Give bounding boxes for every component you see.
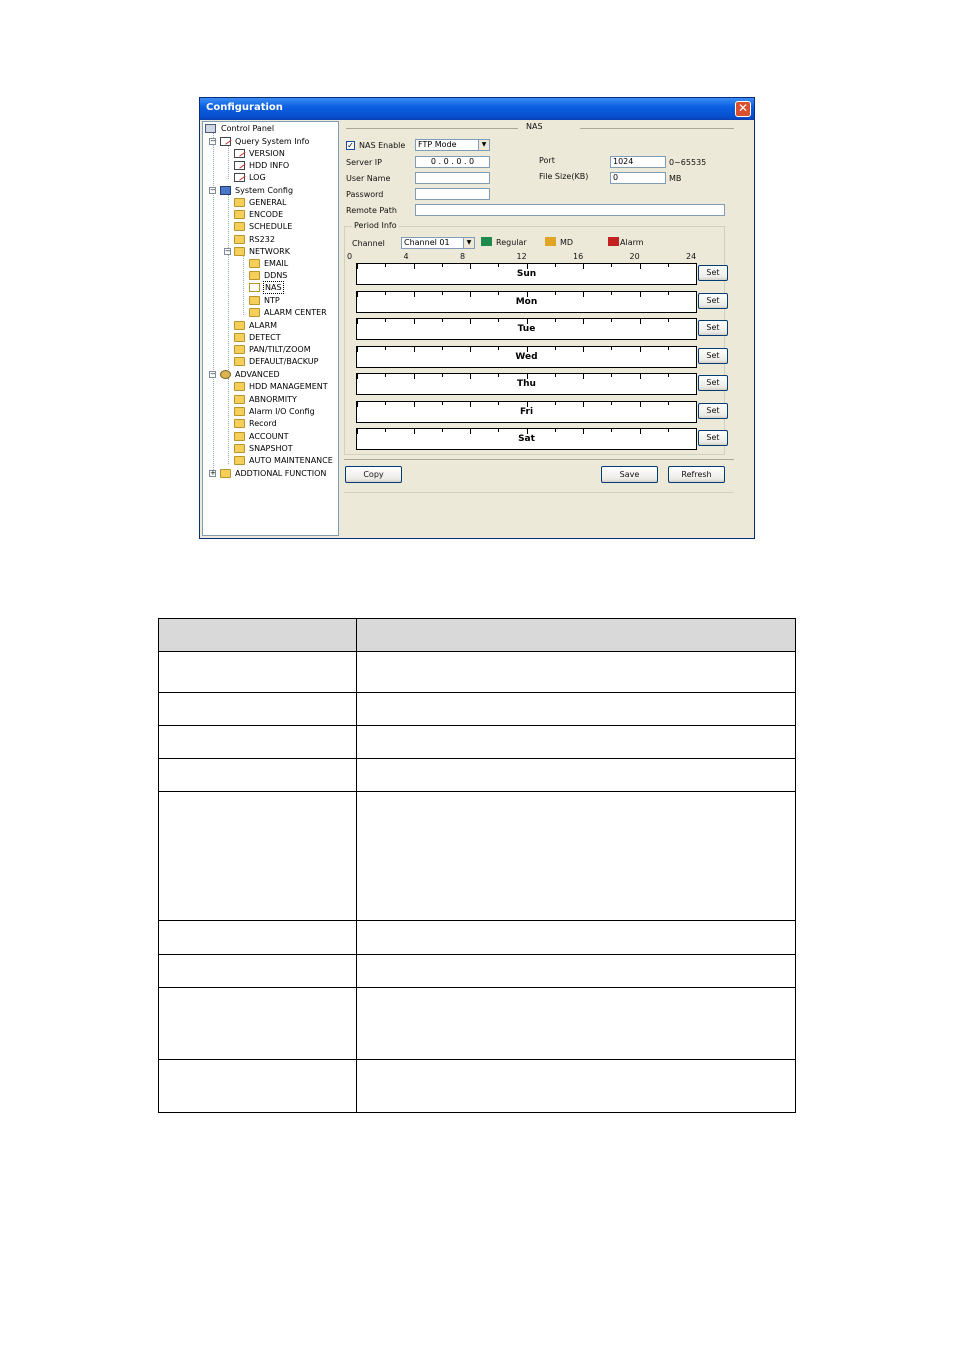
set-button[interactable]: Set bbox=[698, 265, 728, 281]
table-row bbox=[159, 652, 796, 693]
remote-path-label: Remote Path bbox=[346, 206, 397, 215]
hour-tick bbox=[696, 402, 697, 407]
day-schedule-bar[interactable] bbox=[356, 373, 697, 395]
document-icon bbox=[220, 137, 231, 146]
hour-tick bbox=[696, 292, 697, 297]
folder-icon bbox=[234, 357, 245, 366]
channel-select[interactable] bbox=[401, 237, 475, 249]
day-label: Mon bbox=[515, 296, 538, 307]
tree-line bbox=[228, 144, 229, 179]
hour-tick bbox=[555, 374, 556, 377]
hour-tick bbox=[611, 319, 612, 322]
table-cell bbox=[159, 921, 357, 955]
hour-tick bbox=[696, 429, 697, 434]
day-schedule-bar[interactable] bbox=[356, 263, 697, 285]
hour-tick bbox=[611, 374, 612, 377]
hour-label: 16 bbox=[573, 252, 584, 261]
nas-panel bbox=[340, 121, 754, 538]
folder-icon bbox=[234, 432, 245, 441]
hour-tick bbox=[555, 429, 556, 432]
hour-tick bbox=[696, 347, 697, 352]
day-label: Tue bbox=[517, 324, 536, 334]
hour-tick bbox=[668, 402, 669, 405]
hour-tick bbox=[442, 402, 443, 405]
tools-icon bbox=[220, 186, 231, 195]
day-schedule-bar[interactable] bbox=[356, 291, 697, 313]
table-row bbox=[159, 792, 796, 921]
hour-tick bbox=[611, 292, 612, 295]
legend-alarm-swatch bbox=[608, 237, 619, 246]
collapse-icon[interactable]: − bbox=[210, 137, 216, 145]
file-size-unit: MB bbox=[669, 174, 682, 183]
table-cell bbox=[357, 652, 796, 693]
channel-value: Channel 01 bbox=[404, 238, 450, 247]
table-cell bbox=[159, 726, 357, 759]
hour-tick bbox=[696, 264, 697, 269]
server-ip-label: Server IP bbox=[346, 158, 382, 167]
hour-tick bbox=[498, 292, 499, 295]
hour-label: 4 bbox=[403, 252, 409, 261]
divider bbox=[344, 459, 734, 460]
folder-icon bbox=[234, 444, 245, 453]
set-button[interactable]: Set bbox=[698, 430, 728, 446]
hour-tick bbox=[498, 429, 499, 432]
section-title: NAS bbox=[526, 122, 543, 131]
collapse-icon[interactable]: − bbox=[210, 186, 216, 194]
table-cell bbox=[159, 693, 357, 726]
legend-md-swatch bbox=[545, 237, 556, 246]
day-schedule-bar[interactable] bbox=[356, 318, 697, 340]
mode-select[interactable] bbox=[415, 139, 490, 151]
folder-icon bbox=[249, 308, 260, 317]
hour-label: 24 bbox=[686, 252, 697, 261]
legend-regular-label: Regular bbox=[496, 238, 527, 247]
hour-tick bbox=[385, 292, 386, 295]
table-cell bbox=[357, 726, 796, 759]
port-label: Port bbox=[539, 156, 555, 165]
window-title: Configuration bbox=[206, 102, 283, 113]
set-button[interactable]: Set bbox=[698, 320, 728, 336]
hour-tick bbox=[611, 264, 612, 267]
dropdown-arrow-icon[interactable]: ▼ bbox=[478, 140, 489, 150]
day-label: Wed bbox=[515, 351, 538, 362]
mode-value: FTP Mode bbox=[418, 140, 457, 149]
table-header-row bbox=[159, 619, 796, 652]
user-name-field[interactable] bbox=[415, 172, 490, 184]
file-size-field[interactable]: 0 bbox=[610, 172, 666, 184]
user-name-label: User Name bbox=[346, 174, 391, 183]
hour-tick bbox=[696, 374, 697, 379]
parameter-table bbox=[158, 618, 796, 1113]
legend-md-label: MD bbox=[560, 238, 574, 247]
hour-tick bbox=[555, 402, 556, 405]
table-cell bbox=[159, 955, 357, 988]
table-cell bbox=[357, 619, 796, 652]
hour-label: 20 bbox=[629, 252, 640, 261]
day-label: Sun bbox=[516, 269, 537, 279]
day-schedule-bar[interactable] bbox=[356, 401, 697, 423]
folder-icon bbox=[220, 469, 231, 478]
day-label: Fri bbox=[519, 406, 534, 417]
document-icon bbox=[234, 173, 245, 182]
document-icon bbox=[234, 149, 245, 158]
config-tree: Control Panel − Query System Info VERSION HDD INFO LOG − System Config GENERAL ENCODE SCHEDULE RS232 − NETWORK EMAIL DDNS NAS NTP ALARM CENTER ALARM DETECT PAN/TILT/ZOOM DEFAULT/BACKUP − ADVANCED HDD MANAGEMENT ABNORMITY Alarm I/O Config Record ACCOUNT SNAPSHOT AUTO MAINTENANCE + ADDTIONAL FUNCTION bbox=[202, 121, 339, 536]
divider bbox=[344, 492, 734, 493]
folder-icon bbox=[234, 198, 245, 207]
hour-tick bbox=[668, 374, 669, 377]
title-divider bbox=[580, 128, 734, 129]
hour-tick bbox=[498, 319, 499, 322]
hour-tick bbox=[498, 347, 499, 350]
copy-button[interactable]: Copy bbox=[345, 466, 402, 483]
hour-tick bbox=[498, 374, 499, 377]
hour-tick bbox=[385, 264, 386, 267]
save-button[interactable]: Save bbox=[601, 466, 658, 483]
legend-alarm-label: Alarm bbox=[620, 238, 644, 247]
hour-tick bbox=[555, 319, 556, 322]
configuration-window bbox=[199, 97, 755, 539]
folder-icon bbox=[234, 321, 245, 330]
table-cell bbox=[159, 792, 357, 921]
table-row bbox=[159, 1060, 796, 1113]
port-field[interactable]: 1024 bbox=[610, 156, 666, 168]
collapse-icon[interactable]: − bbox=[210, 370, 216, 378]
table-cell bbox=[357, 1060, 796, 1113]
day-label: Sat bbox=[518, 434, 535, 444]
folder-icon bbox=[234, 395, 245, 404]
document-icon bbox=[234, 161, 245, 170]
tree-line bbox=[228, 378, 229, 464]
set-button[interactable]: Set bbox=[698, 403, 728, 419]
title-divider bbox=[346, 128, 518, 129]
set-button[interactable]: Set bbox=[698, 348, 728, 364]
table-cell bbox=[159, 652, 357, 693]
nas-enable-label: NAS Enable bbox=[359, 141, 406, 150]
folder-icon bbox=[234, 456, 245, 465]
period-info-title: Period Info bbox=[354, 221, 397, 230]
port-range: 0~65535 bbox=[669, 158, 707, 167]
table-row bbox=[159, 988, 796, 1060]
hour-tick bbox=[668, 429, 669, 432]
server-ip-field[interactable]: 0 . 0 . 0 . 0 bbox=[415, 156, 490, 168]
hour-tick bbox=[668, 319, 669, 322]
day-schedule-bar[interactable] bbox=[356, 428, 697, 450]
hour-tick bbox=[611, 347, 612, 350]
table-row bbox=[159, 726, 796, 759]
table-cell bbox=[357, 693, 796, 726]
folder-icon bbox=[234, 407, 245, 416]
remote-path-field[interactable] bbox=[415, 204, 725, 216]
day-schedule-bar[interactable] bbox=[356, 346, 697, 368]
hour-tick bbox=[385, 374, 386, 377]
hour-tick bbox=[611, 402, 612, 405]
table-cell bbox=[357, 988, 796, 1060]
table-cell bbox=[159, 988, 357, 1060]
folder-icon bbox=[234, 333, 245, 342]
folder-icon bbox=[234, 210, 245, 219]
hour-tick bbox=[442, 319, 443, 322]
file-size-label: File Size(KB) bbox=[539, 172, 589, 181]
collapse-icon[interactable]: − bbox=[225, 247, 231, 255]
folder-icon bbox=[234, 235, 245, 244]
nas-enable-checkbox[interactable]: ✓ bbox=[347, 141, 354, 150]
table-row bbox=[159, 693, 796, 726]
hour-label: 0 bbox=[347, 252, 353, 261]
hour-tick bbox=[668, 347, 669, 350]
table-cell bbox=[357, 759, 796, 792]
tree-line bbox=[213, 132, 214, 474]
set-button[interactable]: Set bbox=[698, 293, 728, 309]
day-label: Thu bbox=[517, 379, 536, 389]
table-cell bbox=[357, 955, 796, 988]
table-row bbox=[159, 955, 796, 988]
folder-icon bbox=[249, 296, 260, 305]
table-cell bbox=[159, 619, 357, 652]
hour-tick bbox=[668, 292, 669, 295]
hour-tick bbox=[498, 402, 499, 405]
period-info-group bbox=[344, 221, 725, 455]
hour-tick bbox=[385, 429, 386, 432]
hour-tick bbox=[385, 347, 386, 350]
hour-tick bbox=[442, 264, 443, 267]
legend-regular-swatch bbox=[481, 237, 492, 246]
set-button[interactable]: Set bbox=[698, 375, 728, 391]
close-icon[interactable]: ✕ bbox=[735, 101, 751, 117]
password-label: Password bbox=[346, 190, 384, 199]
tree-line bbox=[243, 255, 244, 315]
hour-label: 12 bbox=[516, 252, 527, 261]
folder-icon bbox=[234, 345, 245, 354]
hour-label: 8 bbox=[460, 252, 466, 261]
hour-tick bbox=[442, 374, 443, 377]
hour-tick bbox=[555, 347, 556, 350]
table-row bbox=[159, 759, 796, 792]
folder-icon bbox=[234, 382, 245, 391]
table-cell bbox=[357, 921, 796, 955]
folder-icon bbox=[249, 259, 260, 268]
table-row bbox=[159, 921, 796, 955]
refresh-button[interactable]: Refresh bbox=[668, 466, 725, 483]
channel-label: Channel bbox=[352, 239, 385, 248]
hour-tick bbox=[611, 429, 612, 432]
computer-icon bbox=[205, 124, 216, 133]
folder-icon bbox=[234, 247, 245, 256]
hour-tick bbox=[442, 347, 443, 350]
dropdown-arrow-icon[interactable]: ▼ bbox=[463, 238, 474, 248]
hour-tick bbox=[555, 264, 556, 267]
hour-tick bbox=[442, 429, 443, 432]
title-bar[interactable] bbox=[200, 98, 754, 120]
hour-tick bbox=[696, 319, 697, 324]
table-cell bbox=[159, 759, 357, 792]
open-folder-icon bbox=[249, 283, 260, 292]
expand-icon[interactable]: + bbox=[210, 469, 216, 477]
folder-icon bbox=[249, 271, 260, 280]
hour-tick bbox=[442, 292, 443, 295]
hour-tick bbox=[385, 402, 386, 405]
table-cell bbox=[159, 1060, 357, 1113]
hour-tick bbox=[498, 264, 499, 267]
table-cell bbox=[357, 792, 796, 921]
password-field[interactable] bbox=[415, 188, 490, 200]
advanced-icon bbox=[220, 370, 231, 379]
folder-icon bbox=[234, 222, 245, 231]
hour-tick bbox=[555, 292, 556, 295]
folder-icon bbox=[234, 419, 245, 428]
hour-tick bbox=[385, 319, 386, 322]
hour-tick bbox=[668, 264, 669, 267]
